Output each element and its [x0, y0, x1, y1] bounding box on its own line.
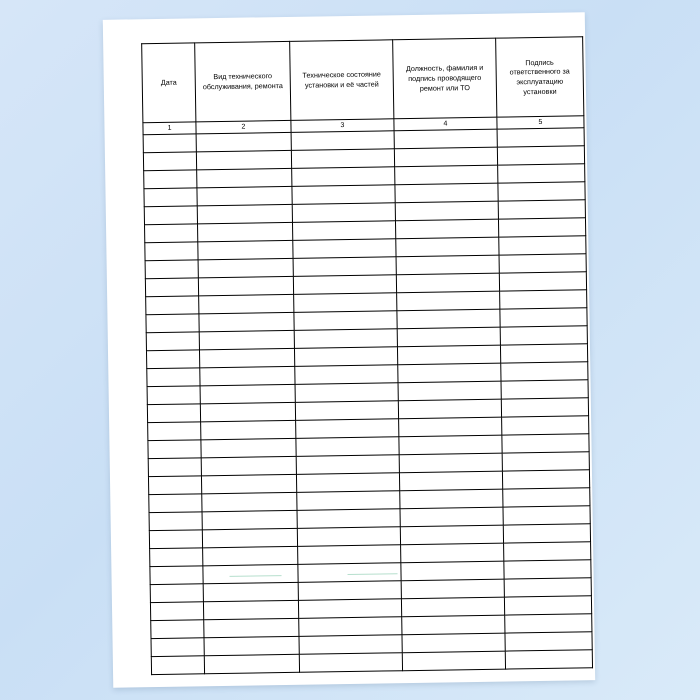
table-cell[interactable] — [291, 149, 394, 169]
table-cell[interactable] — [401, 561, 504, 581]
table-cell[interactable] — [295, 365, 398, 385]
table-cell[interactable] — [146, 314, 199, 333]
table-cell[interactable] — [196, 150, 291, 169]
table-cell[interactable] — [201, 420, 296, 439]
table-cell[interactable] — [151, 620, 204, 639]
table-cell[interactable] — [498, 218, 585, 237]
table-cell[interactable] — [398, 399, 501, 419]
table-cell[interactable] — [399, 417, 502, 437]
table-cell[interactable] — [200, 384, 295, 403]
column-number-1: 1 — [143, 122, 196, 135]
table-cell[interactable] — [502, 416, 589, 435]
table-cell[interactable] — [399, 471, 502, 491]
table-cell[interactable] — [397, 345, 500, 365]
table-cell[interactable] — [504, 596, 591, 615]
table-cell[interactable] — [501, 398, 588, 417]
table-cell[interactable] — [197, 186, 292, 205]
table-cell[interactable] — [402, 615, 505, 635]
table-cell[interactable] — [503, 506, 590, 525]
table-cell[interactable] — [398, 381, 501, 401]
table-cell[interactable] — [196, 132, 291, 151]
table-cell[interactable] — [293, 275, 396, 295]
table-cell[interactable] — [504, 542, 591, 561]
table-cell[interactable] — [292, 167, 395, 187]
table-cell[interactable] — [297, 509, 400, 529]
table-cell[interactable] — [200, 366, 295, 385]
table-cell[interactable] — [199, 348, 294, 367]
table-cell[interactable] — [501, 362, 588, 381]
table-cell[interactable] — [497, 128, 584, 147]
table-cell[interactable] — [197, 168, 292, 187]
table-cell[interactable] — [399, 453, 502, 473]
table-cell[interactable] — [198, 240, 293, 259]
table-cell[interactable] — [150, 584, 203, 603]
table-cell[interactable] — [145, 224, 198, 243]
maintenance-log-table — [141, 36, 593, 675]
table-cell[interactable] — [147, 386, 200, 405]
table-cell[interactable] — [203, 564, 298, 583]
table-cell[interactable] — [394, 129, 497, 149]
table-cell[interactable] — [397, 309, 500, 329]
table-cell[interactable] — [396, 237, 499, 257]
table-cell[interactable] — [400, 525, 503, 545]
table-cell[interactable] — [144, 188, 197, 207]
column-header-responsible-signature: Подпись ответственного за эксплуатацию установки — [496, 37, 584, 117]
table-cell[interactable] — [400, 489, 503, 509]
table-cell[interactable] — [204, 618, 299, 637]
table-cell[interactable] — [198, 222, 293, 241]
table-cell[interactable] — [201, 456, 296, 475]
table-cell[interactable] — [497, 146, 584, 165]
table-cell[interactable] — [294, 347, 397, 367]
table-cell[interactable] — [297, 527, 400, 547]
table-cell[interactable] — [143, 152, 196, 171]
column-number-3: 3 — [291, 119, 394, 133]
table-cell[interactable] — [402, 651, 505, 671]
table-cell[interactable] — [500, 308, 587, 327]
table-cell[interactable] — [149, 494, 202, 513]
column-header-performer-signature: Должность, фамилия и подпись проводящего ремонт или ТО — [393, 38, 497, 119]
table-cell[interactable] — [298, 599, 401, 619]
table-cell[interactable] — [150, 548, 203, 567]
table-cell[interactable] — [146, 296, 199, 315]
table-cell[interactable] — [502, 434, 589, 453]
table-cell[interactable] — [199, 294, 294, 313]
table-cell[interactable] — [145, 260, 198, 279]
table-cell[interactable] — [295, 401, 398, 421]
table-cell[interactable] — [148, 458, 201, 477]
table-cell[interactable] — [398, 363, 501, 383]
table-cell[interactable] — [298, 581, 401, 601]
table-cell[interactable] — [149, 530, 202, 549]
table-cell[interactable] — [395, 219, 498, 239]
table-cell[interactable] — [505, 614, 592, 633]
table-cell[interactable] — [505, 632, 592, 651]
table-cell[interactable] — [292, 203, 395, 223]
table-body — [143, 128, 592, 675]
table-cell[interactable] — [396, 273, 499, 293]
table-cell[interactable] — [202, 510, 297, 529]
table-cell[interactable] — [299, 635, 402, 655]
table-cell[interactable] — [296, 473, 399, 493]
table-cell[interactable] — [396, 255, 499, 275]
table-cell[interactable] — [296, 455, 399, 475]
table-cell[interactable] — [299, 617, 402, 637]
table-cell[interactable] — [298, 545, 401, 565]
column-header-date: Дата — [142, 43, 196, 123]
table-cell[interactable] — [204, 636, 299, 655]
table-cell[interactable] — [397, 327, 500, 347]
table-cell[interactable] — [197, 204, 292, 223]
table-cell[interactable] — [294, 311, 397, 331]
table-cell[interactable] — [296, 437, 399, 457]
table-cell[interactable] — [500, 326, 587, 345]
table-cell[interactable] — [397, 291, 500, 311]
column-number-2: 2 — [196, 120, 291, 133]
table-cell[interactable] — [149, 512, 202, 531]
table-cell[interactable] — [395, 183, 498, 203]
table-cell[interactable] — [199, 312, 294, 331]
table-cell[interactable] — [147, 368, 200, 387]
table-cell[interactable] — [499, 272, 586, 291]
table-cell[interactable] — [204, 654, 299, 673]
table-cell[interactable] — [297, 491, 400, 511]
table-cell[interactable] — [150, 602, 203, 621]
column-number-5: 5 — [497, 116, 584, 129]
table-cell[interactable] — [501, 380, 588, 399]
table-cell[interactable] — [148, 422, 201, 441]
maintenance-log-table-container — [141, 37, 570, 675]
table-cell[interactable] — [399, 435, 502, 455]
table-cell[interactable] — [395, 165, 498, 185]
table-cell[interactable] — [498, 182, 585, 201]
table-cell[interactable] — [400, 507, 503, 527]
table-cell[interactable] — [145, 242, 198, 261]
table-cell[interactable] — [499, 236, 586, 255]
header-row — [142, 37, 584, 123]
paper-sheet — [103, 12, 595, 687]
table-cell[interactable] — [293, 239, 396, 259]
table-cell[interactable] — [395, 201, 498, 221]
table-cell[interactable] — [394, 147, 497, 167]
table-cell[interactable] — [401, 597, 504, 617]
table-cell[interactable] — [151, 638, 204, 657]
table-cell[interactable] — [292, 185, 395, 205]
table-cell[interactable] — [502, 470, 589, 489]
table-cell[interactable] — [296, 419, 399, 439]
table-header — [142, 37, 584, 135]
table-cell[interactable] — [295, 383, 398, 403]
table-cell[interactable] — [503, 488, 590, 507]
table-cell[interactable] — [401, 579, 504, 599]
table-cell[interactable] — [500, 344, 587, 363]
table-cell[interactable] — [198, 258, 293, 277]
table-cell[interactable] — [148, 440, 201, 459]
table-cell[interactable] — [503, 524, 590, 543]
column-header-maintenance-type: Вид технического обслуживания, ремонта — [195, 41, 291, 121]
table-cell[interactable] — [498, 200, 585, 219]
table-cell[interactable] — [402, 633, 505, 653]
table-cell[interactable] — [505, 650, 592, 669]
table-cell[interactable] — [150, 566, 203, 585]
table-cell[interactable] — [499, 254, 586, 273]
column-header-technical-condition: Техническое состояние установки и её частей — [290, 40, 394, 121]
table-cell[interactable] — [291, 131, 394, 151]
table-cell[interactable] — [145, 278, 198, 297]
table-cell[interactable] — [504, 578, 591, 597]
table-cell[interactable] — [143, 134, 196, 153]
table-cell[interactable] — [201, 474, 296, 493]
table-cell[interactable] — [294, 293, 397, 313]
table-cell[interactable] — [293, 257, 396, 277]
table-cell[interactable] — [144, 170, 197, 189]
table-cell[interactable] — [146, 332, 199, 351]
table-cell[interactable] — [151, 656, 204, 675]
table-cell[interactable] — [146, 350, 199, 369]
table-cell[interactable] — [299, 653, 402, 673]
table-cell[interactable] — [401, 543, 504, 563]
table-cell[interactable] — [202, 492, 297, 511]
table-cell[interactable] — [144, 206, 197, 225]
column-number-4: 4 — [394, 117, 497, 131]
table-cell[interactable] — [292, 221, 395, 241]
table-cell[interactable] — [201, 438, 296, 457]
table-cell[interactable] — [203, 582, 298, 601]
table-cell[interactable] — [147, 404, 200, 423]
table-cell[interactable] — [294, 329, 397, 349]
table-cell[interactable] — [504, 560, 591, 579]
table-cell[interactable] — [198, 276, 293, 295]
table-cell[interactable] — [500, 290, 587, 309]
table-cell[interactable] — [502, 452, 589, 471]
table-cell[interactable] — [200, 402, 295, 421]
table-cell[interactable] — [203, 600, 298, 619]
table-cell[interactable] — [498, 164, 585, 183]
table-cell[interactable] — [203, 546, 298, 565]
table-cell[interactable] — [148, 476, 201, 495]
table-cell[interactable] — [202, 528, 297, 547]
table-cell[interactable] — [199, 330, 294, 349]
